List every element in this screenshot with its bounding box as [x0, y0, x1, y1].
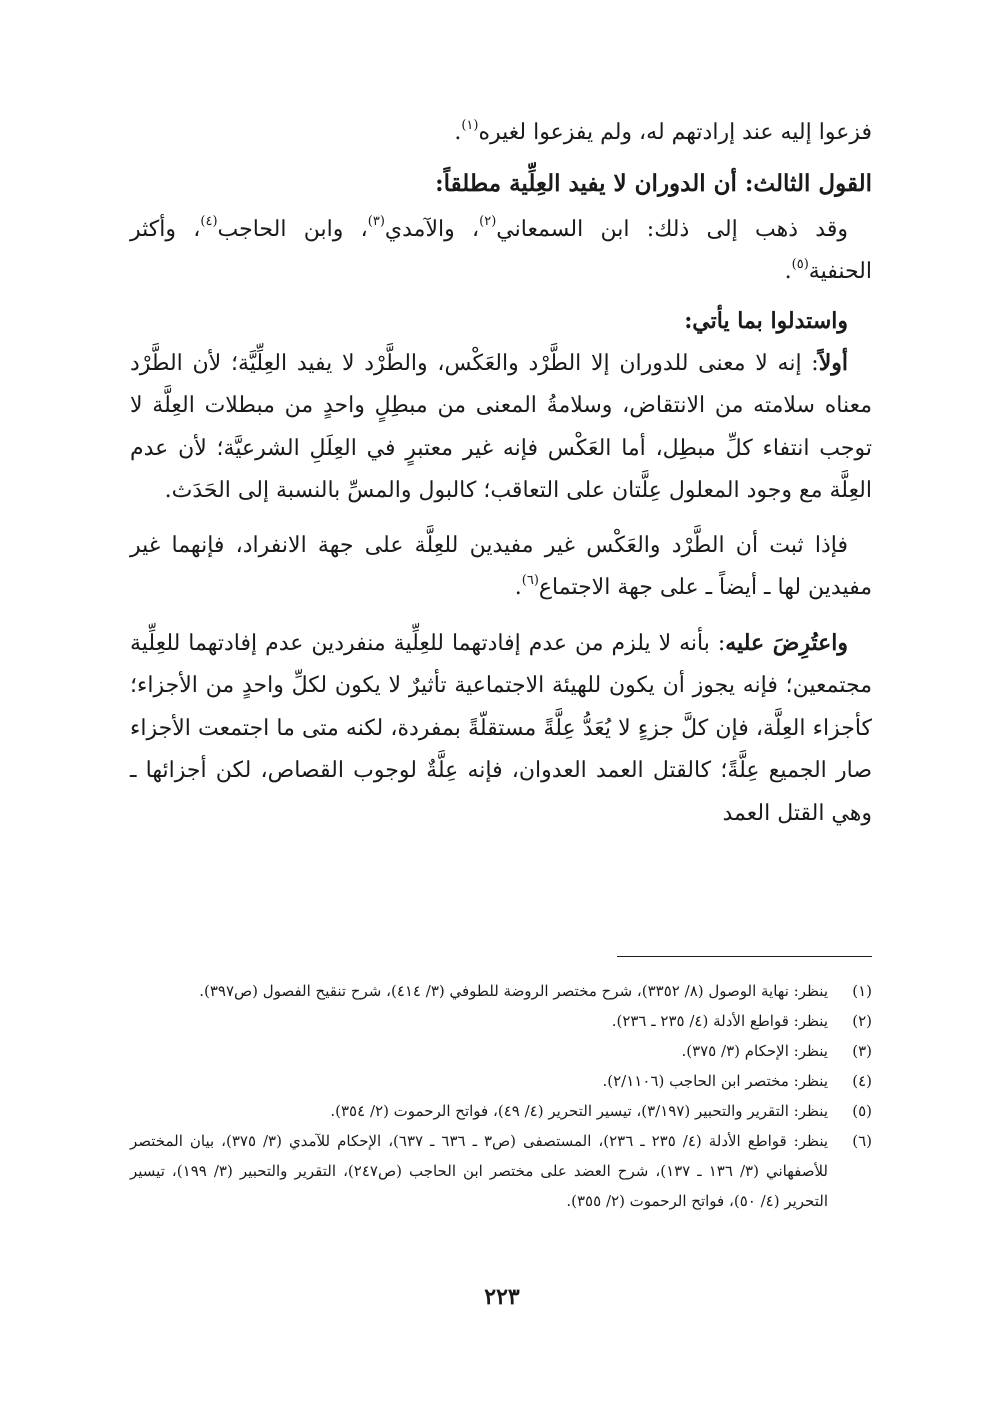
footnote-ref-2: (٢) — [479, 214, 497, 230]
intro-paragraph — [130, 112, 872, 155]
conclusion-text: فإذا ثبت أن الطَّرْد والعَكْس غير مفيدين للعِلَّة على جهة الانفراد، فإنهما غير مفيدين لها ـ أيضاً ـ على جهة الاجتماع — [130, 532, 872, 600]
footnote-item — [130, 1066, 872, 1096]
footnote-item — [130, 1096, 872, 1126]
intro-end: . — [454, 120, 462, 145]
footnote-ref-3: (٣) — [367, 214, 385, 230]
conclusion-paragraph — [130, 525, 872, 610]
footnote-text: ينظر: نهاية الوصول (٨/ ٣٣٥٢)، شرح مختصر الروضة للطوفي (٣/ ٤١٤)، شرح تنقيح الفصول (ص٣٩٧). — [199, 982, 828, 1000]
footnote-text: ينظر: الإحكام (٣/ ٣٧٥). — [681, 1042, 828, 1060]
intro-text: فزعوا إليه عند إرادتهم له، ولم يفزعوا لغيره — [478, 120, 872, 145]
scholars-end: . — [784, 259, 792, 284]
first-argument-lead: أولاً — [818, 349, 848, 376]
footnote-number: (٦) — [852, 1132, 872, 1150]
objection-lead: واعتُرِضَ عليه — [725, 629, 848, 656]
objection-paragraph — [130, 622, 872, 836]
footnote-number: (٥) — [852, 1102, 872, 1120]
scholars-text-b: ، والآمدي — [384, 216, 480, 242]
evidence-subheading: واستدلوا بما يأتي: — [684, 307, 848, 334]
footnote-number: (٣) — [852, 1042, 872, 1060]
footnote-number: (١) — [852, 982, 872, 1000]
footnote-ref-1: (١) — [461, 117, 479, 133]
footnote-ref-6: (٦) — [521, 572, 539, 588]
footnote-text: ينظر: قواطع الأدلة (٤/ ٢٣٥ ـ ٢٣٦). — [611, 1012, 828, 1030]
scholars-text-d: ، وأكثر الحنفية — [130, 216, 872, 284]
footnote-item — [130, 976, 872, 1006]
scholars-text-a: وقد ذهب إلى ذلك: ابن السمعاني — [496, 216, 848, 242]
footnotes — [130, 976, 872, 1216]
conclusion-end: . — [514, 575, 522, 600]
footnote-text: ينظر: مختصر ابن الحاجب (٢/١١٠٦). — [602, 1072, 828, 1090]
footnote-item — [130, 1126, 872, 1216]
objection-text: : بأنه لا يلزم من عدم إفادتهما للعِلِّية منفردين عدم إفادتهما للعِلِّية مجتمعين؛ فإنه يجوز أن يكون للهيئة الاجتماعية تأثيرٌ لا يكون لكلِّ واحدٍ من الأجزاء؛ كأجزاء العِلَّة، فإن كلَّ جزءٍ لا يُعَدُّ عِلَّةً مستقلّةً بمفردة، لكنه متى ما اجتمعت الأجزاء صار الجميع عِلَّةً؛ كالقتل العمد العدوان، فإنه عِلَّةٌ لوجوب القصاص، لكن أجزائها ـ وهي القتل العمد — [130, 630, 872, 826]
first-argument-paragraph — [130, 342, 872, 513]
footnote-number: (٢) — [852, 1012, 872, 1030]
first-argument-text: : إنه لا معنى للدوران إلا الطَّرْد والعَكْس، والطَّرْد لا يفيد العِلِّيَّة؛ لأن الطَّرْد معناه سلامته من الانتقاض، وسلامةُ المعنى من مبطِلٍ واحدٍ من مبطلات العِلَّة لا توجب انتفاء كلِّ مبطِل، أما العَكْس فإنه غير معتبرٍ في العِلَلِ الشرعيَّة؛ لأن عدم العِلَّة مع وجود المعلول عِلَّتان على التعاقب؛ كالبول والمسِّ بالنسبة إلى الحَدَث. — [130, 350, 872, 503]
footnote-text: ينظر: التقرير والتحبير (٣/١٩٧)، تيسير التحرير (٤/ ٤٩)، فواتح الرحموت (٢/ ٣٥٤). — [330, 1102, 828, 1120]
scholars-text-c: ، وابن الحاجب — [217, 216, 368, 242]
section-heading: القول الثالث: أن الدوران لا يفيد العِلِّية مطلقاً: — [435, 169, 872, 197]
paragraph-gap — [130, 513, 872, 525]
scholars-paragraph — [130, 209, 872, 294]
page-number: ٢٢٣ — [484, 1284, 520, 1310]
footnote-text: ينظر: قواطع الأدلة (٤/ ٢٣٥ ـ ٢٣٦)، المستصفى (ص٣ ـ ٦٣٦ ـ ٦٣٧)، الإحكام للآمدي (٣/ ٣٧٥)، بيان المختصر للأصفهاني (٣/ ١٣٦ ـ ١٣٧)، شرح العضد على مختصر ابن الحاجب (ص٢٤٧)، التقرير والتحبير (٣/ ١٩٩)، تيسير التحرير (٤/ ٥٠)، فواتح الرحموت (٢/ ٣٥٥). — [130, 1132, 829, 1210]
paragraph-gap — [130, 610, 872, 622]
footnote-number: (٤) — [852, 1072, 872, 1090]
footnote-separator — [617, 956, 872, 957]
footnote-ref-5: (٥) — [791, 256, 809, 272]
footnote-item — [130, 1006, 872, 1036]
page-body — [130, 112, 872, 835]
footnote-ref-4: (٤) — [200, 214, 218, 230]
footnote-item — [130, 1036, 872, 1066]
